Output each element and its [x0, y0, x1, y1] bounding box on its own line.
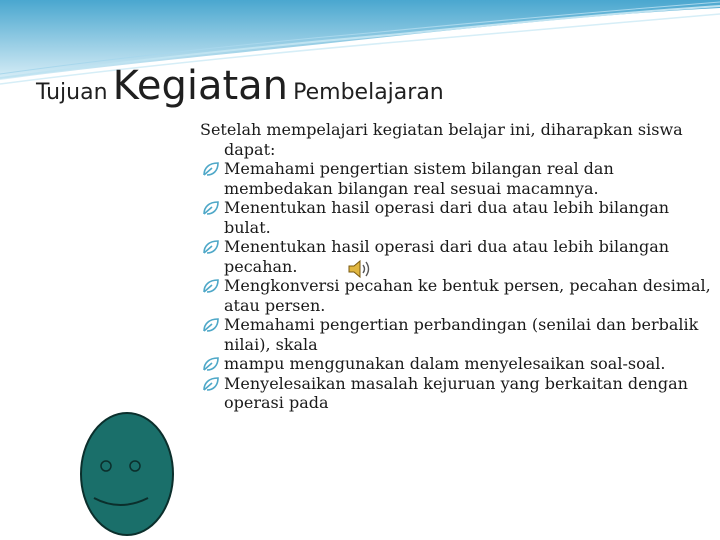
objective-text: Memahami pengertian sistem bilangan real dan membedakan bilangan real sesuai macamnya. [224, 159, 614, 198]
leaf-bullet-icon [202, 238, 220, 256]
leaf-bullet-icon [202, 199, 220, 217]
objective-item [200, 315, 716, 354]
speaker-icon[interactable] [346, 257, 372, 281]
objective-item [200, 374, 716, 413]
objective-item [200, 159, 716, 198]
objective-item [200, 354, 716, 374]
objectives-list [200, 159, 716, 413]
objective-text: Menentukan hasil operasi dari dua atau lebih bilangan pecahan. [224, 237, 670, 276]
intro-text: Setelah mempelajari kegiatan belajar ini, diharapkan siswa dapat: [200, 120, 683, 159]
objective-item [200, 237, 716, 276]
leaf-bullet-icon [202, 375, 220, 393]
objective-text: Menyelesaikan masalah kejuruan yang berkaitan dengan operasi pada [224, 373, 688, 412]
objective-item [200, 276, 716, 315]
leaf-bullet-icon [202, 277, 220, 295]
leaf-bullet-icon [202, 316, 220, 334]
objective-text: Mengkonversi pecahan ke bentuk persen, pecahan desimal, atau persen. [224, 276, 711, 315]
title-word-kegiatan: Kegiatan [112, 63, 289, 109]
objective-text: mampu menggunakan dalam menyelesaikan soal-soal. [224, 354, 666, 373]
leaf-bullet-icon [202, 355, 220, 373]
page-title [36, 63, 444, 109]
objective-text: Memahami pengertian perbandingan (senilai dan berbalik nilai), skala [224, 315, 699, 354]
leaf-bullet-icon [202, 160, 220, 178]
title-word-tujuan: Tujuan [36, 80, 108, 105]
smiley-face-icon [78, 410, 176, 538]
objective-text: Menentukan hasil operasi dari dua atau lebih bilangan bulat. [224, 198, 670, 237]
objective-item [200, 198, 716, 237]
title-word-pembelajaran: Pembelajaran [293, 80, 444, 105]
objectives-text-box [200, 120, 716, 413]
